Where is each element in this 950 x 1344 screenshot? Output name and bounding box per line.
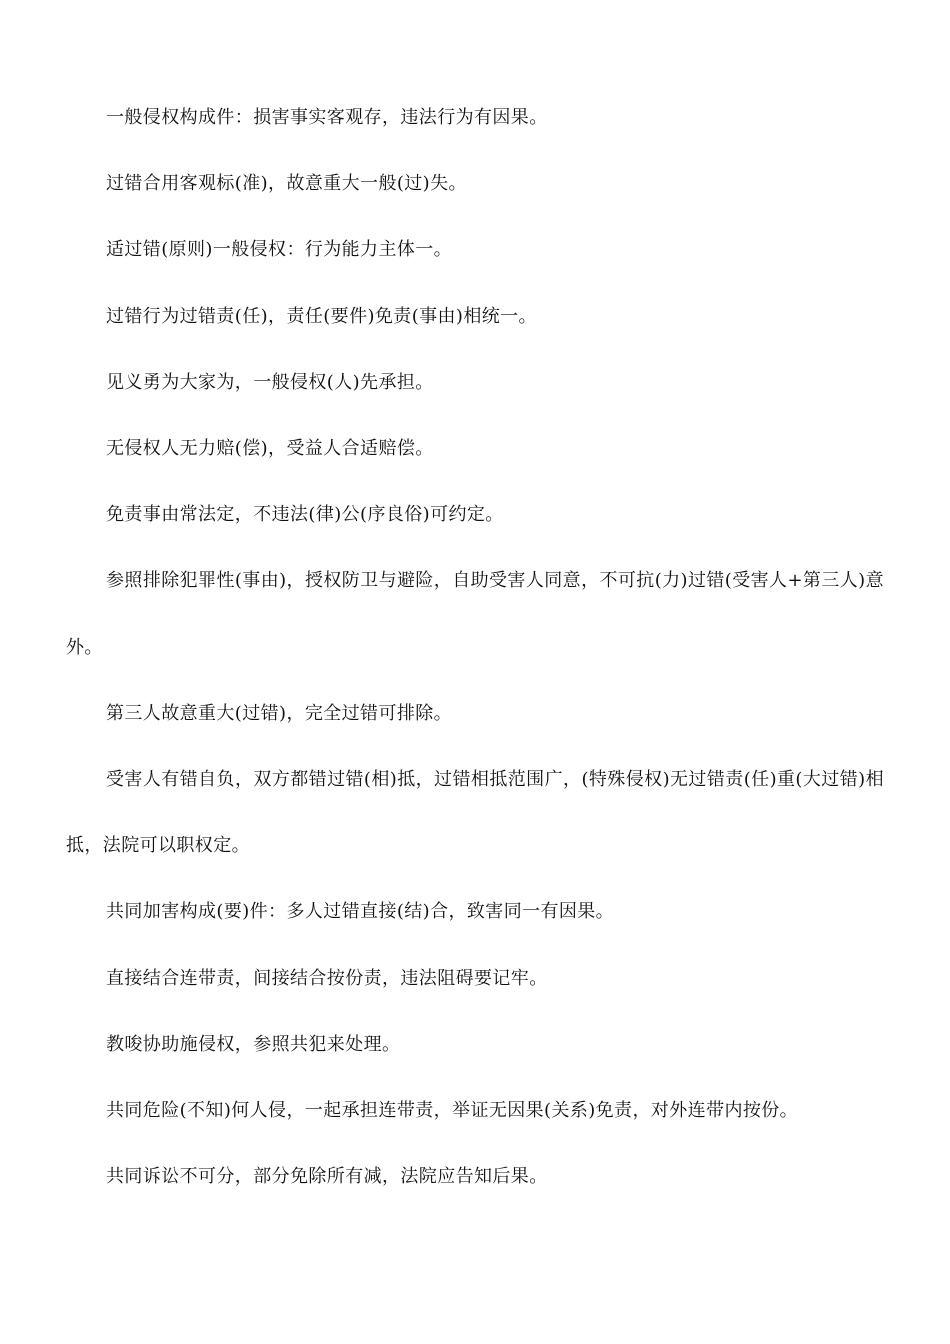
- paragraph-5: 见义勇为大家为，一般侵权(人)先承担。: [106, 371, 434, 393]
- paragraph-8: 参照排除犯罪性(事由)，授权防卫与避险，自助受害人同意，不可抗(力)过错(受害人+第三人)意外。: [66, 570, 884, 658]
- paragraph-7: 免责事由常法定，不违法(律)公(序良俗)可约定。: [106, 504, 504, 526]
- paragraph-4: 过错行为过错责(任)，责任(要件)免责(事由)相统一。: [106, 305, 537, 327]
- paragraph-11: 共同加害构成(要)件：多人过错直接(结)合，致害同一有因果。: [106, 901, 615, 923]
- paragraph-15: 共同诉讼不可分，部分免除所有减，法院应告知后果。: [106, 1166, 548, 1188]
- paragraph-9: 第三人故意重大(过错)，完全过错可排除。: [106, 702, 453, 724]
- paragraph-6: 无侵权人无力赔(偿)，受益人合适赔偿。: [106, 438, 434, 460]
- paragraph-2: 过错合用客观标(准)，故意重大一般(过)失。: [106, 173, 467, 195]
- paragraph-12: 直接结合连带责，间接结合按份责，违法阻碍要记牢。: [106, 967, 548, 989]
- paragraph-13: 教唆协助施侵权，参照共犯来处理。: [106, 1033, 401, 1055]
- document-body: [66, 85, 884, 1210]
- paragraph-1: 一般侵权构成件：损害事实客观存，违法行为有因果。: [106, 107, 548, 128]
- paragraph-3: 适过错(原则)一般侵权：行为能力主体一。: [106, 239, 453, 261]
- paragraph-14: 共同危险(不知)何人侵，一起承担连带责，举证无因果(关系)免责，对外连带内按份。: [106, 1100, 799, 1122]
- paragraph-10: 受害人有错自负，双方都错过错(相)抵，过错相抵范围广，(特殊侵权)无过错责(任)重(大过错)相抵，法院可以职权定。: [66, 769, 884, 857]
